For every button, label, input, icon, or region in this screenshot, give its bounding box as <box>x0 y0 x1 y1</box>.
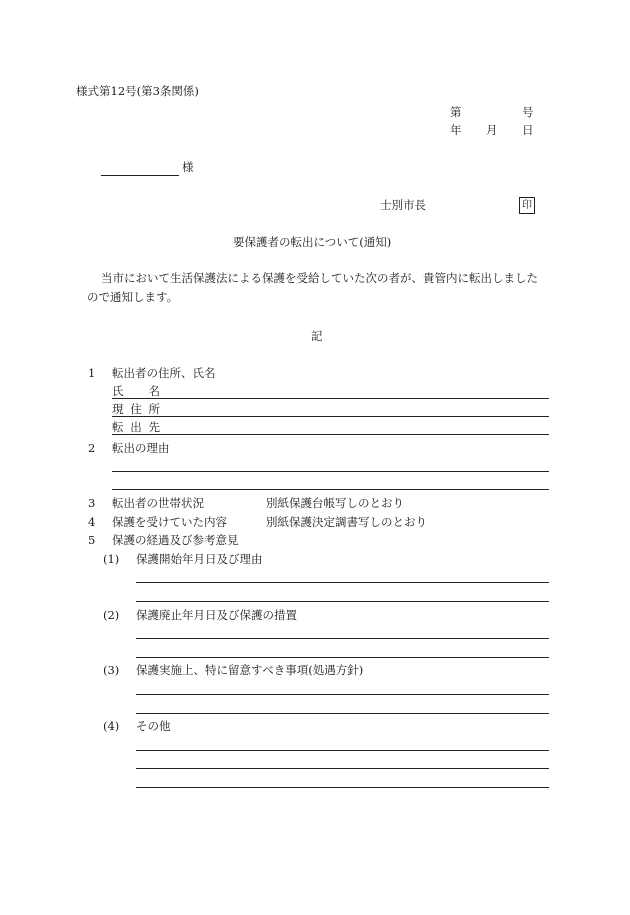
sub-4-line-2 <box>136 768 549 769</box>
sub-3-label: 保護実施上、特に留意すべき事項(処遇方針) <box>136 663 364 677</box>
name-line <box>112 398 549 399</box>
form-id: 様式第12号(第3条関係) <box>76 84 199 98</box>
number-dai: 第 <box>450 105 462 119</box>
seal-mark: 印 <box>519 197 535 214</box>
sub-3-line-2 <box>136 713 549 714</box>
item-3-number: 3 <box>88 496 96 510</box>
sub-1-line-1 <box>136 582 549 583</box>
item-3-value: 別紙保護台帳写しのとおり <box>266 496 404 510</box>
address-label: 現住所 <box>112 402 160 416</box>
ki-heading: 記 <box>311 329 323 343</box>
sub-4-number: (4) <box>103 719 120 733</box>
item-4-value: 別紙保護決定調書写しのとおり <box>266 515 427 529</box>
item-4-label: 保護を受けていた内容 <box>112 515 227 529</box>
item-5-label: 保護の経過及び参考意見 <box>112 533 239 547</box>
name-label: 氏 名 <box>112 384 160 398</box>
date-month: 月 <box>486 123 498 137</box>
sub-2-label: 保護廃止年月日及び保護の措置 <box>136 608 297 622</box>
document-title: 要保護者の転出について(通知) <box>233 235 392 249</box>
sub-1-label: 保護開始年月日及び理由 <box>136 552 263 566</box>
item-1-label: 転出者の住所、氏名 <box>112 366 216 380</box>
sub-1-number: (1) <box>103 552 120 566</box>
addressee-line <box>101 175 179 176</box>
sub-4-line-1 <box>136 750 549 751</box>
sub-3-line-1 <box>136 694 549 695</box>
body-line-2: ので通知します。 <box>87 290 179 304</box>
destination-line <box>112 434 549 435</box>
destination-label: 転出先 <box>112 420 160 434</box>
sender: 士別市長 <box>380 198 426 212</box>
item-4-number: 4 <box>88 515 96 529</box>
item-5-number: 5 <box>88 533 96 547</box>
date-year: 年 <box>450 123 462 137</box>
sub-1-line-2 <box>136 601 549 602</box>
item-2-number: 2 <box>88 441 96 455</box>
date-day: 日 <box>522 123 534 137</box>
sub-2-number: (2) <box>103 608 120 622</box>
reason-line-1 <box>112 471 549 472</box>
sub-2-line-1 <box>136 638 549 639</box>
addressee-suffix: 様 <box>182 160 194 174</box>
body-line-1: 当市において生活保護法による保護を受給していた次の者が、貴管内に転出しました <box>101 271 538 285</box>
item-1-number: 1 <box>88 366 96 380</box>
sub-2-line-2 <box>136 657 549 658</box>
address-line <box>112 416 549 417</box>
number-go: 号 <box>522 105 534 119</box>
item-2-label: 転出の理由 <box>112 441 170 455</box>
sub-4-label: その他 <box>136 719 171 733</box>
sub-4-line-3 <box>136 787 549 788</box>
item-3-label: 転出者の世帯状況 <box>112 496 204 510</box>
reason-line-2 <box>112 489 549 490</box>
sub-3-number: (3) <box>103 663 120 677</box>
